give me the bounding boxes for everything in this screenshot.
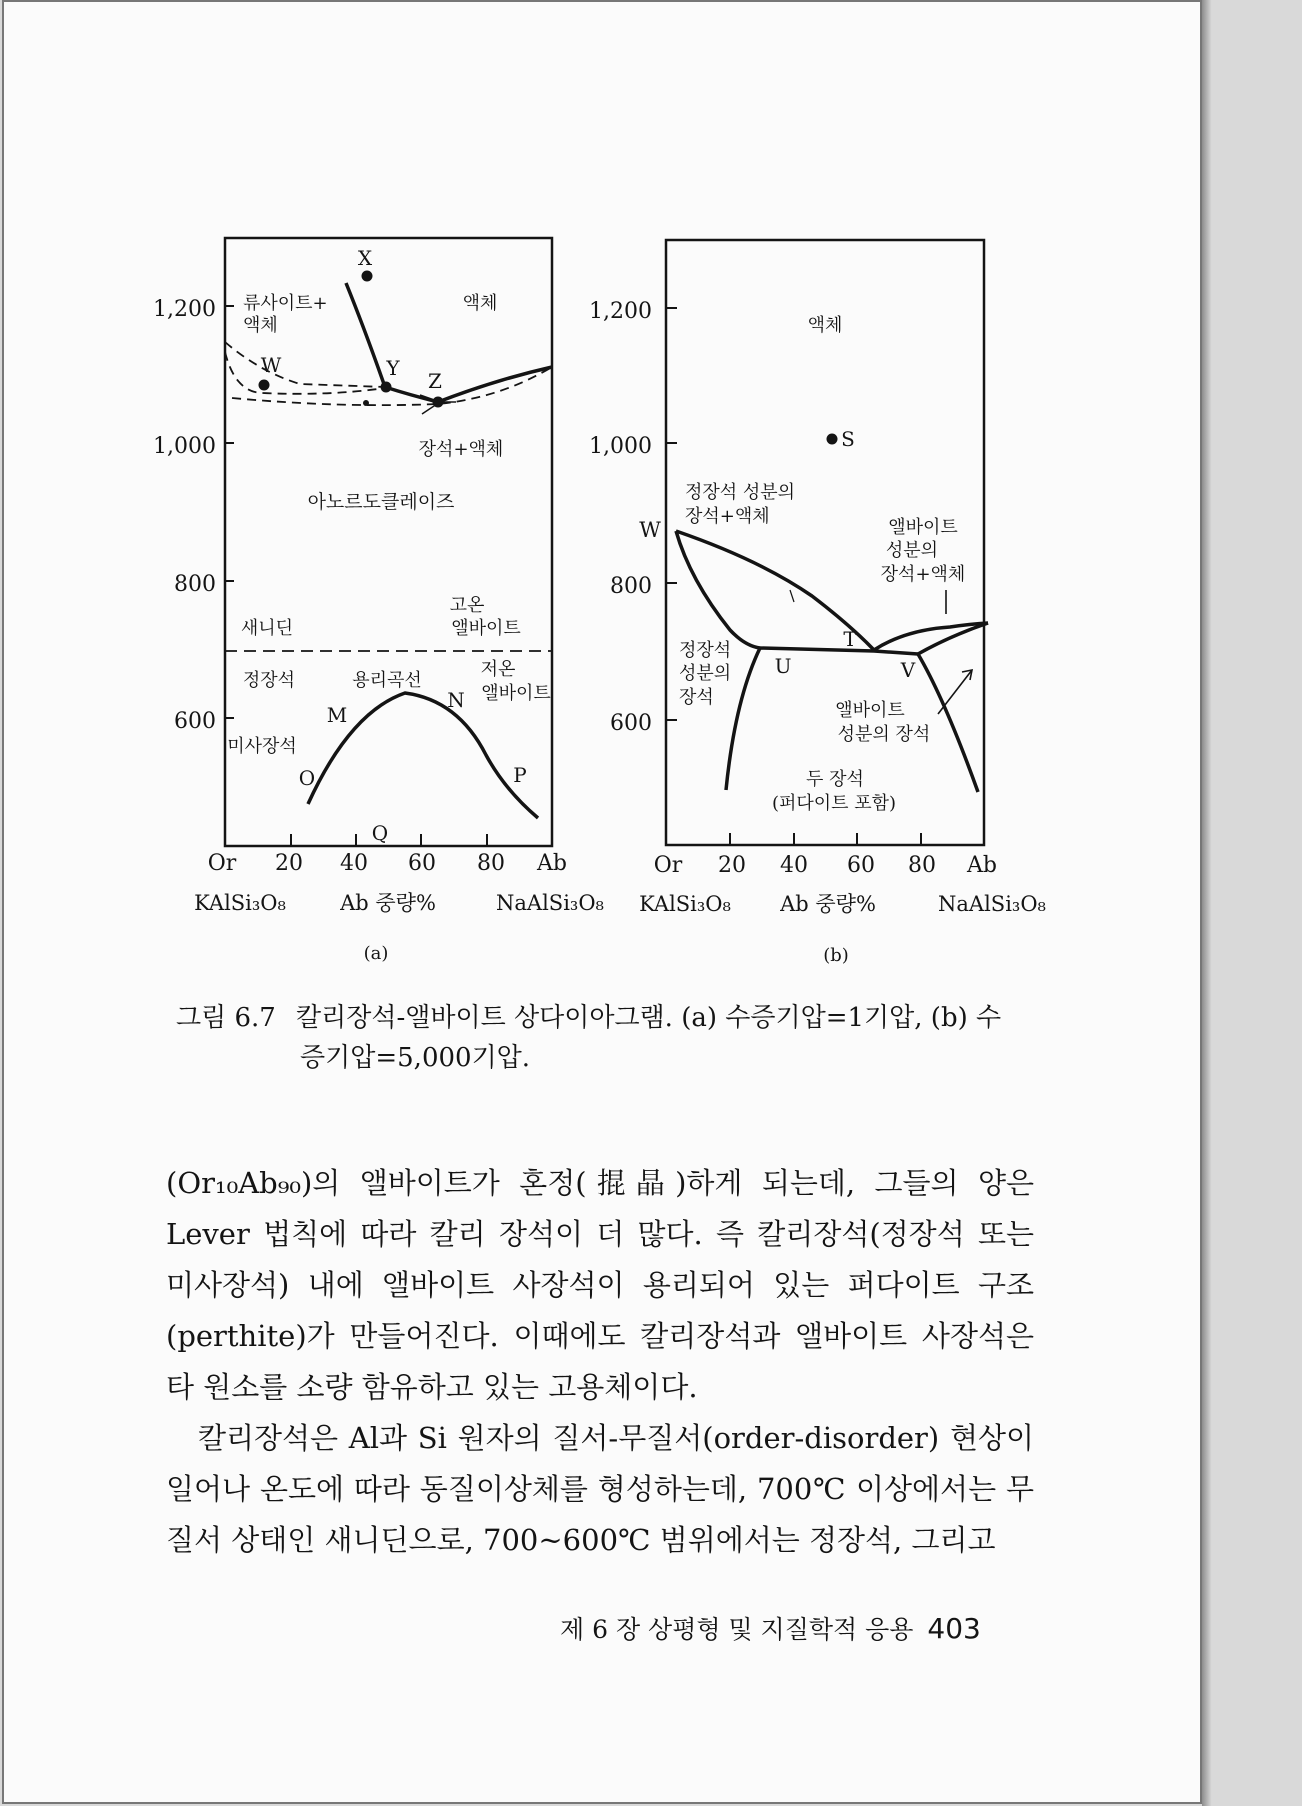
panel-a-label: (a) [363,943,389,964]
caption-number: 그림 6.7 [176,1003,276,1033]
point-label: V [900,658,916,682]
region-label: 두 장석 [806,769,864,790]
panel-b-xtick: 20 [718,853,746,878]
point-label: P [513,763,527,787]
page-number: 403 [927,1612,981,1645]
panel-a-ytick: 800 [174,572,216,597]
panel-a-x-right-formula: NaAlSi₃O₈ [496,891,604,915]
point-label: U [774,654,792,678]
region-label: 앨바이트 [481,683,551,704]
point-small [363,400,369,406]
point-label: W [639,518,661,542]
panel-b-x-left-formula: KAlSi₃O₈ [639,892,731,916]
panel-a [153,238,604,964]
panel-b-label: (b) [823,945,849,966]
point-label: T [843,627,857,651]
panel-a-ytick: 1,200 [153,297,216,322]
panel-a-xtick: 40 [340,851,368,876]
panel-a-x-axis [291,834,487,846]
panel-a-ytick: 600 [174,709,216,734]
paragraph: 칼리장석은 Al과 Si 원자의 질서-무질서(order-disorder) 현상이 일어나 온도에 따라 동질이상체를 형성하는데, 700℃ 이상에서는 무질서 상태인 새니딘으로, 700~600℃ 범위에서는 정장석, 그리고 [166,1421,1034,1557]
point-label: S [841,427,855,451]
point-label: Z [428,369,442,393]
paragraph: (Or₁₀Ab₉₀)의 앨바이트가 혼정(掍晶)하게 되는데, 그들의 양은 Lever 법칙에 따라 칼리 장석이 더 많다. 즉 칼리장석(정장석 또는 미사장석) 내에 앨바이트 사장석이 용리되어 있는 퍼다이트 구조(perthite)가 만들어진다. 이때에도 칼리장석과 앨바이트 사장석은 타 원소를 소량 함유하고 있는 고용체이다. [166,1166,1034,1404]
running-footer [560,1610,981,1646]
point-z [433,397,444,408]
region-label: 정장석 성분의 [685,482,796,503]
region-label: 새니딘 [240,618,294,639]
panel-a-x-axis-label: Ab 중량% [340,891,436,915]
point-x [362,271,373,282]
region-label: 성분의 장석 [837,724,931,745]
panel-b-ytick: 600 [610,711,652,736]
panel-b-x-axis-label: Ab 중량% [780,892,876,916]
panel-a-w-boundary [225,352,385,394]
panel-a-xtick: 20 [275,851,303,876]
region-label: 정장석 [679,640,732,661]
caption-line-1: 칼리장석-앨바이트 상다이아그램. (a) 수증기압=1기압, (b) 수 [296,1003,1002,1033]
region-label: 미사장석 [227,736,297,757]
region-label: 정장석 [242,670,296,691]
panel-a-ytick: 1,000 [153,434,216,459]
panel-b-xtick: Or [653,853,683,878]
region-label: 용리곡선 [352,670,422,691]
panel-a-xtick: 80 [477,851,505,876]
panel-a-leucite-boundary [225,342,385,387]
panel-b-x-axis [730,833,921,845]
caption-line-2: 증기압=5,000기압. [300,1043,531,1073]
region-label: 액체 [807,315,843,336]
point-y [381,382,392,393]
panel-b-xtick: 80 [908,853,936,878]
region-label: 성분의 [885,540,939,561]
region-label: 성분의 [679,663,732,684]
region-label: 류사이트+ [243,293,328,314]
panel-a-xtick: Ab [537,851,567,876]
region-label: 저온 [480,659,516,680]
point-w [259,380,270,391]
panel-b-xtick: Ab [967,853,997,878]
panel-b-ytick: 800 [610,574,652,599]
panel-b-y-axis [666,308,677,720]
region-label: 장석+액체 [418,439,504,460]
panel-b [589,240,1046,966]
region-label: 앨바이트 [451,618,521,639]
panel-a-x-left-formula: KAlSi₃O₈ [194,891,286,915]
point-label: N [447,688,465,712]
region-label: 액체 [462,293,498,314]
region-label: (퍼다이트 포함) [771,793,897,814]
panel-b-xtick: 40 [780,853,808,878]
point-label: W [260,353,282,377]
panel-a-liquidus-xy [346,283,385,387]
point-label: Y [386,356,400,380]
point-label: M [326,703,348,727]
point-label: Q [371,821,389,845]
panel-b-ytick: 1,000 [589,434,652,459]
panel-a-liquidus-yz [385,367,552,402]
panel-a-xtick: Or [207,851,237,876]
point-label: X [357,246,373,270]
panel-b-x-right-formula: NaAlSi₃O₈ [938,892,1046,916]
region-label: 장석 [679,687,714,708]
region-label: 장석+액체 [685,506,770,527]
figure-caption [176,998,1046,1078]
panel-b-arrow [938,670,972,714]
point-label: O [298,766,316,790]
panel-a-xtick: 60 [408,851,436,876]
region-label: 장석+액체 [880,564,966,585]
panel-b-xtick: 60 [847,853,875,878]
region-label: 고온 [449,595,485,616]
region-label: 액체 [243,315,278,336]
body-text [166,1158,1034,1566]
region-label: 아노르도클레이즈 [307,491,455,513]
point-s [827,434,838,445]
chapter-title: 제 6 장 상평형 및 지질학적 응용 [560,1615,914,1644]
region-label: 앨바이트 [835,700,905,721]
region-label: 앨바이트 [888,517,958,538]
panel-b-ytick: 1,200 [589,299,652,324]
